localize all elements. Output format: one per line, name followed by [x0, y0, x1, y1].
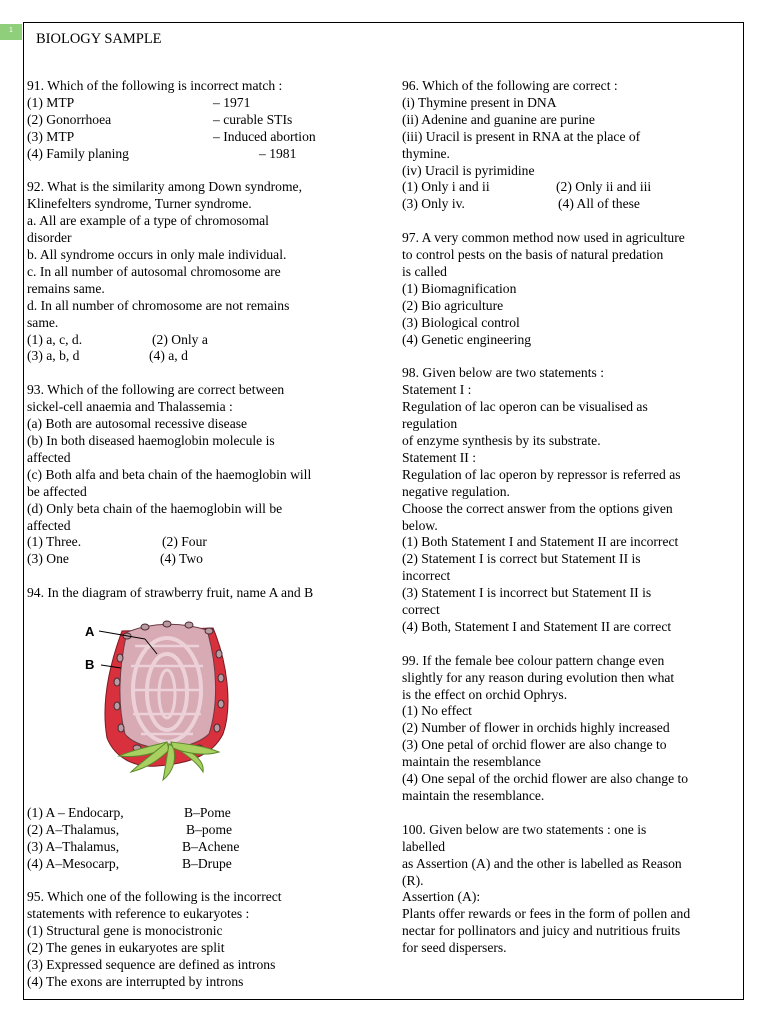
text-line: (iv) Uracil is pyrimidine [402, 162, 535, 178]
text-line: (1) No effect [402, 703, 472, 719]
text-line: 97. A very common method now used in agriculture [402, 230, 685, 246]
text-line: (d) Only beta chain of the haemoglobin will be [27, 500, 283, 516]
text-line: (1) Both Statement I and Statement II are incorrect [402, 534, 679, 550]
option-row: (3) One (4) Two [27, 551, 203, 567]
text-line: labelled [402, 838, 446, 854]
question-94 [27, 585, 377, 872]
text-line: negative regulation. [402, 483, 510, 499]
text-line: (iii) Uracil is present in RNA at the place of [402, 128, 641, 144]
text-line: Statement II : [402, 449, 476, 465]
text-line: (b) In both diseased haemoglobin molecule is [27, 433, 275, 448]
option-row: (3) Only iv. (4) All of these [402, 196, 640, 212]
question-stem: 91. Which of the following is incorrect match : [27, 78, 283, 93]
option-row: (1) Only i and ii (2) Only ii and iii [402, 179, 652, 195]
text-line: regulation [402, 416, 458, 432]
text-line: 99. If the female bee colour pattern change even [402, 652, 665, 668]
text-line: nectar for pollinators and juicy and nutritious fruits [402, 923, 681, 939]
question-92 [27, 179, 377, 365]
text-line: of enzyme synthesis by its substrate. [402, 433, 601, 448]
text-line: below. [402, 517, 438, 533]
question-stem: 94. In the diagram of strawberry fruit, name A and B [27, 585, 314, 601]
match-row: (2) Gonorrhoea – curable STIs [27, 111, 293, 127]
option-row: (3) A–Thalamus, B–Achene [27, 838, 240, 854]
text-line: (a) Both are autosomal recessive disease [27, 416, 248, 432]
text-line: 98. Given below are two statements : [402, 365, 604, 381]
text-line: (2) Bio agriculture [402, 297, 504, 313]
text-line: (4) One sepal of the orchid flower are also change to [402, 771, 689, 787]
strawberry-fruit-illustration [27, 606, 377, 788]
text-line: (c) Both alfa and beta chain of the haemoglobin will [27, 466, 312, 482]
text-line: maintain the resemblance. [402, 788, 545, 804]
text-line: (1) Biomagnification [402, 280, 517, 296]
question-96 [402, 78, 737, 213]
question-98 [402, 365, 737, 636]
text-line: (2) Number of flower in orchids highly increased [402, 720, 670, 736]
option-row: (4) A–Mesocarp, B–Drupe [27, 855, 232, 871]
text-line: is called [402, 263, 447, 279]
option-row: (2) A–Thalamus, B–pome [27, 821, 233, 837]
text-line: for seed dispersers. [402, 940, 507, 956]
text-line: (3) Statement I is incorrect but Statement II is [402, 585, 652, 601]
text-line: (1) Structural gene is monocistronic [27, 923, 223, 939]
text-line: (2) The genes in eukaryotes are split [27, 940, 225, 956]
question-93 [27, 382, 377, 568]
text-line: to control pests on the basis of natural predation [402, 247, 664, 263]
text-line: (3) One petal of orchid flower are also change to [402, 737, 667, 753]
text-line: 92. What is the similarity among Down syndrome, [27, 179, 302, 195]
right-column [402, 78, 737, 974]
question-99 [402, 653, 737, 805]
option-row: (3) a, b, d (4) a, d [27, 348, 188, 364]
text-line: (2) Statement I is correct but Statement II is [402, 551, 641, 567]
text-line: d. In all number of chromosome are not remains [27, 297, 290, 313]
text-line: (i) Thymine present in DNA [402, 94, 557, 110]
option-row: (1) a, c, d. (2) Only a [27, 331, 208, 347]
text-line: 95. Which one of the following is the incorrect [27, 889, 282, 905]
text-line: a. All are example of a type of chromosomal [27, 213, 269, 229]
text-line: be affected [27, 483, 87, 499]
text-line: (4) Genetic engineering [402, 331, 532, 347]
text-line: is the effect on orchid Ophrys. [402, 686, 568, 702]
text-line: (R). [402, 872, 424, 888]
question-100 [402, 822, 737, 957]
diagram-label-b: B [85, 657, 95, 673]
option-row: (1) Three. (2) Four [27, 534, 207, 550]
text-line: (3) Expressed sequence are defined as introns [27, 957, 276, 973]
text-line: remains same. [27, 280, 105, 296]
text-line: affected [27, 517, 71, 533]
strawberry-diagram [27, 606, 377, 788]
text-line: (4) The exons are interrupted by introns [27, 973, 244, 989]
text-line: slightly for any reason during evolution then what [402, 669, 675, 685]
text-line: as Assertion (A) and the other is labelled as Reason [402, 855, 682, 871]
question-91 [27, 78, 377, 163]
text-line: maintain the resemblance [402, 754, 541, 770]
text-line: thymine. [402, 145, 450, 161]
match-row: (1) MTP – 1971 [27, 94, 251, 110]
text-line: Klinefelters syndrome, Turner syndrome. [27, 196, 252, 212]
text-line: Plants offer rewards or fees in the form of pollen and [402, 906, 691, 922]
text-line: 96. Which of the following are correct : [402, 78, 618, 93]
text-line: disorder [27, 230, 72, 246]
text-line: same. [27, 314, 59, 330]
option-row: (1) A – Endocarp, B–Pome [27, 804, 231, 820]
left-column [27, 78, 377, 1008]
text-line: 93. Which of the following are correct between [27, 382, 285, 398]
match-row: (3) MTP – Induced abortion [27, 128, 316, 144]
text-line: Choose the correct answer from the options given [402, 500, 673, 516]
match-row: (4) Family planing – 1981 [27, 145, 297, 161]
text-line: (3) Biological control [402, 314, 520, 330]
text-line: sickel-cell anaemia and Thalassemia : [27, 399, 233, 415]
text-line: Regulation of lac operon can be visualised as [402, 399, 648, 415]
text-line: 100. Given below are two statements : one is [402, 821, 647, 837]
text-line: Statement I : [402, 382, 472, 398]
text-line: c. In all number of autosomal chromosome are [27, 263, 281, 279]
text-line: statements with reference to eukaryotes : [27, 906, 250, 922]
text-line: (4) Both, Statement I and Statement II are correct [402, 618, 672, 634]
diagram-label-a: A [85, 624, 95, 640]
text-line: b. All syndrome occurs in only male individual. [27, 247, 287, 263]
text-line: affected [27, 449, 71, 465]
page-number-tab: 1 [0, 24, 22, 40]
text-line: (ii) Adenine and guanine are purine [402, 111, 595, 127]
question-97 [402, 230, 737, 348]
text-line: correct [402, 602, 440, 618]
text-line: Assertion (A): [402, 889, 481, 905]
question-95 [27, 889, 377, 990]
text-line: Regulation of lac operon by repressor is referred as [402, 466, 681, 482]
text-line: incorrect [402, 568, 451, 584]
page-title: BIOLOGY SAMPLE [36, 31, 162, 47]
